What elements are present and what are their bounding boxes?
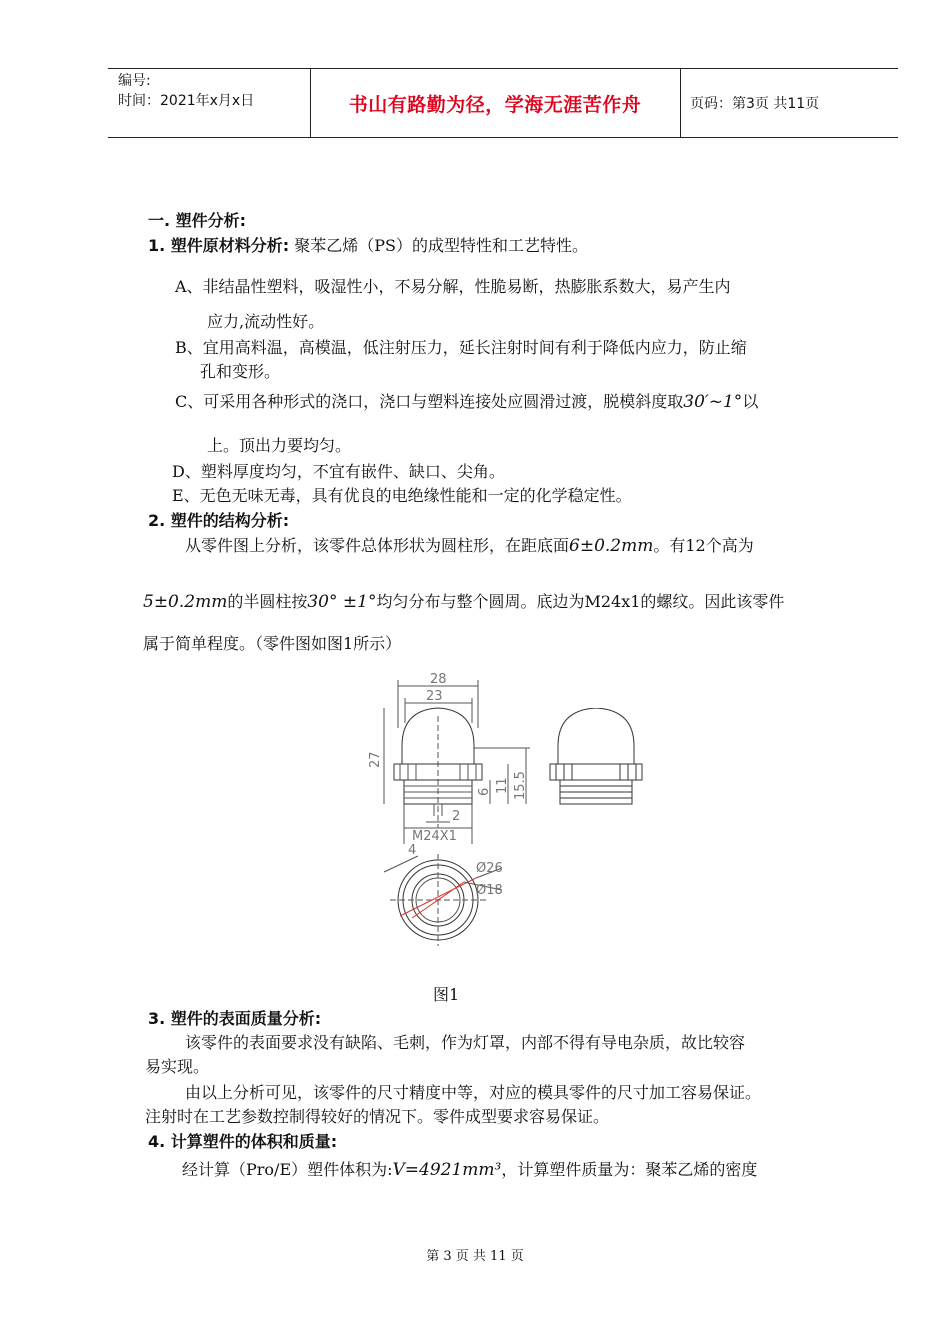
para-c-line1 xyxy=(175,391,758,413)
item2-line1 xyxy=(185,535,754,557)
para-c-end: 以 xyxy=(742,392,759,411)
section-title: 一. 塑件分析: xyxy=(148,211,247,230)
item4-end: ，计算塑件质量为：聚苯乙烯的密度 xyxy=(501,1160,758,1179)
dim-thread: M24X1 xyxy=(412,829,457,844)
para-c-line2: 上。顶出力要均匀。 xyxy=(207,436,352,455)
item1-line xyxy=(148,235,588,257)
para-b-line1: B、宜用高料温，高模温，低注射压力，延长注射时间有利于降低内应力，防止缩 xyxy=(175,338,747,357)
dim-4: 4 xyxy=(408,843,417,858)
top-view xyxy=(384,843,503,946)
dim-2: 2 xyxy=(452,809,461,824)
page-number-label: 页码：第3页 共11页 xyxy=(690,96,820,112)
item2-line1-text: 从零件图上分析，该零件总体形状为圆柱形，在距底面 xyxy=(185,536,570,555)
rib-height-formula: 5±0.2mm xyxy=(143,592,228,612)
para-e: E、无色无味无毒，具有优良的电绝缘性能和一定的化学稳定性。 xyxy=(172,486,632,505)
dim-27: 27 xyxy=(368,751,383,768)
item4-line1 xyxy=(182,1159,757,1181)
item3-line1: 该零件的表面要求没有缺陷、毛刺，作为灯罩，内部不得有导电杂质，故比较容 xyxy=(185,1033,746,1052)
serial-label: 编号: xyxy=(118,73,151,89)
dim-23: 23 xyxy=(426,689,443,704)
para-b-line2: 孔和变形。 xyxy=(200,362,281,381)
item2-line3: 属于简单程度。（零件图如图1所示） xyxy=(143,634,402,653)
para-c-text: C、可采用各种形式的浇口，浇口与塑料连接处应圆滑过渡，脱模斜度取 xyxy=(175,392,684,411)
item4-text: 经计算（Pro/E）塑件体积为: xyxy=(182,1160,393,1179)
item1-text: 聚苯乙烯（PS）的成型特性和工艺特性。 xyxy=(289,236,589,255)
item3-heading: 3. 塑件的表面质量分析: xyxy=(148,1009,322,1028)
front-view xyxy=(548,708,658,818)
dim-11: 11 xyxy=(495,777,510,794)
dim-15-5: 15.5 xyxy=(513,771,528,800)
dim-phi18: Ø18 xyxy=(476,883,503,898)
item1-heading: 1. 塑件原材料分析: xyxy=(148,236,290,255)
angle-tolerance-formula: 30° ±1° xyxy=(307,592,377,612)
item3-line2: 易实现。 xyxy=(145,1057,210,1076)
para-d: D、塑料厚度均匀，不宜有嵌件、缺口、尖角。 xyxy=(172,462,505,481)
height-tolerance-formula: 6±0.2mm xyxy=(569,536,654,556)
header-meta-cell xyxy=(108,69,311,137)
item2-line2 xyxy=(143,591,784,613)
item3-line3: 由以上分析可见，该零件的尺寸精度中等，对应的模具零件的尺寸加工容易保证。 xyxy=(185,1083,762,1102)
item3-line4: 注射时在工艺参数控制得较好的情况下。零件成型要求容易保证。 xyxy=(145,1107,610,1126)
header-motto-cell xyxy=(310,69,681,137)
para-a-line2: 应力,流动性好。 xyxy=(207,312,325,331)
dim-phi26: Ø26 xyxy=(476,861,503,876)
dim-6: 6 xyxy=(477,787,492,796)
dim-28: 28 xyxy=(430,672,447,687)
item4-heading: 4. 计算塑件的体积和质量: xyxy=(148,1132,338,1151)
item2-line2-end: 均匀分布与整个圆周。底边为M24x1的螺纹。因此该零件 xyxy=(376,592,785,611)
header-page-cell xyxy=(680,69,898,137)
page-footer: 第 3 页 共 11 页 xyxy=(426,1249,524,1264)
page-header xyxy=(108,68,898,138)
item2-heading: 2. 塑件的结构分析: xyxy=(148,511,290,530)
item2-line1-end: 。有12个高为 xyxy=(653,536,754,555)
volume-formula: V=4921mm³ xyxy=(392,1160,502,1180)
draft-angle-formula: 30′~1° xyxy=(683,392,743,412)
figure-caption: 图1 xyxy=(433,985,460,1004)
motto: 书山有路勤为径，学海无涯苦作舟 xyxy=(348,93,642,116)
para-a-line1: A、非结晶性塑料，吸湿性小，不易分解，性脆易断，热膨胀系数大，易产生内 xyxy=(175,277,731,296)
date-label: 时间：2021年x月x日 xyxy=(118,93,255,109)
item2-line2-text: 的半圆柱按 xyxy=(227,592,308,611)
side-view xyxy=(368,672,530,844)
